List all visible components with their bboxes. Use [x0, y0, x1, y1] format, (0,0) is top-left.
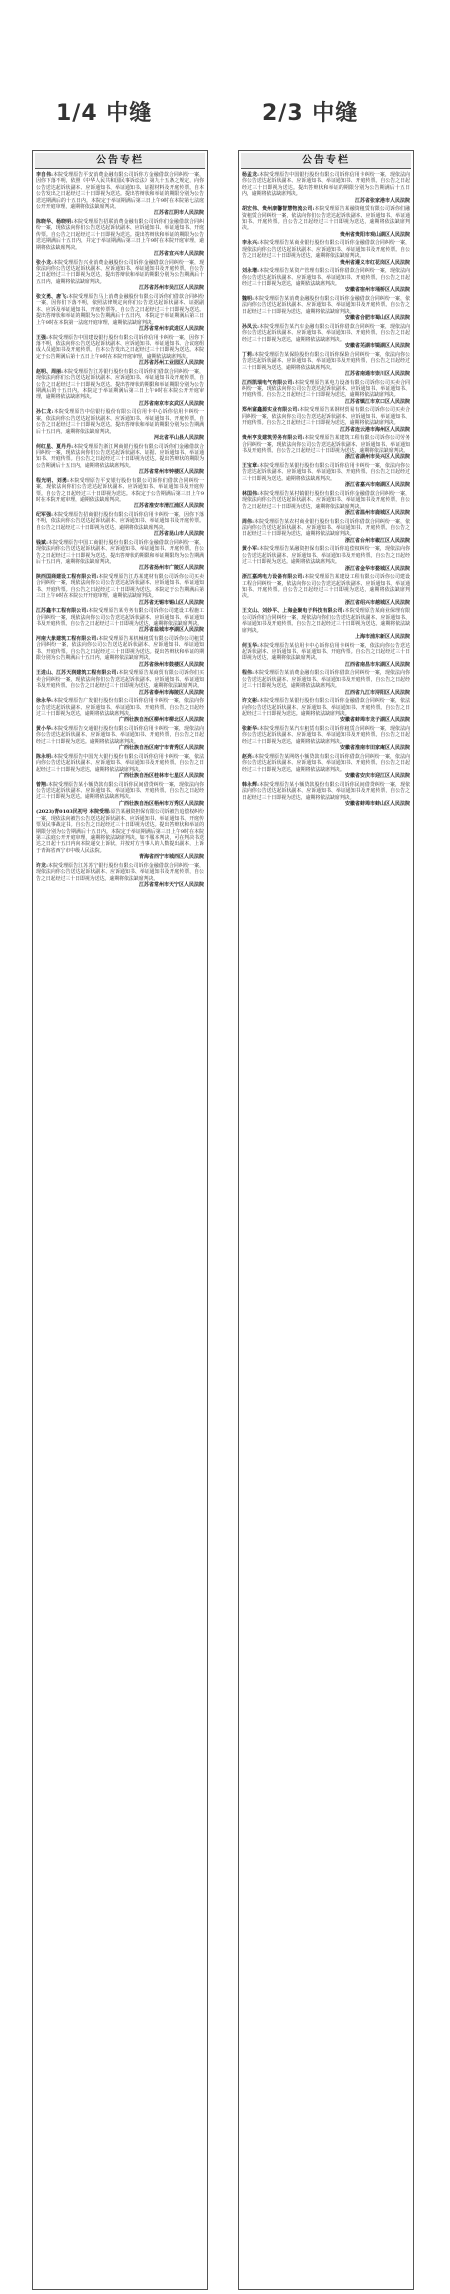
notice-court: 安徽省芜湖市镜湖区人民法院 — [344, 343, 410, 350]
notice-party: 丁莉: — [242, 351, 254, 358]
notice-court: 江苏省宜兴市人民法院 — [153, 251, 204, 258]
notice-body: 本院受理原告某汽车金融有限公司诉你借款合同纠纷一案，现依法向你公告送达起诉状副本、应诉通知书、举证通知书、开庭传票。自公告之日起经过三十日即视为送达，逾期将依法缺席判决。 — [242, 323, 410, 343]
notice-item — [242, 491, 410, 517]
notice-body: 本院受理原告某商业保理有限公司诉你们合同纠纷一案，现依法向你们公告送达起诉状副本、应诉通知书、举证通知书及开庭传票。自公告之日起经过三十日即视为送达。逾期将依法缺席判决。 — [242, 608, 410, 634]
notice-item — [36, 409, 204, 441]
notice-court: 江西省南昌市东湖区人民法院 — [344, 661, 410, 668]
notice-item — [242, 435, 410, 461]
notice-item — [242, 352, 410, 378]
notice-item — [242, 608, 410, 640]
notice-court: 江苏省镇江市京口区人民法院 — [344, 398, 410, 405]
notice-body: 本院受理原告江苏苏宁银行股份有限公司诉你金融借款合同纠纷一案，现依法向你公告送达起诉状副本、应诉通知书、举证通知书及开庭传票，自公告之日起经过三十日即视为送达。逾期将依法缺席判决。 — [36, 862, 204, 882]
notice-body: 本院受理原告某机械租赁有限公司诉你公司租赁合同纠纷一案，依法向你公司公告送达起诉状副本、应诉通知书、举证通知书、开庭传票。自公告之日起经过三十日即视为送达。提出答辩状和举证的期限分别为公告期满后十五日内，逾期将依法缺席判决。 — [36, 636, 204, 662]
notice-body: 本院受理原告招联消费金融有限公司诉你们金融借款合同纠纷一案，现依法向你们公告送达起诉状副本、应诉通知书、举证通知书、开庭传票。自公告之日起经过三十日即视为送达。提出答辩状和举证的期限为公告送达期满后十五日内，并定于举证期满后第三日上午9时在本院开庭审理，逾期将依法缺席判决。 — [36, 219, 204, 251]
notice-party: 魏明: — [242, 296, 254, 303]
notice-party: 李永兴: — [242, 240, 259, 247]
notice-body: 本院受理原告某电力设备有限公司诉你公司买卖合同纠纷一案，现依法向你公司公告送达起诉状副本、应诉通知书、举证通知书、开庭传票。自公告之日起经过三十日即视为送达，逾期将依法缺席判决。 — [242, 379, 410, 399]
notice-court: 江西省九江市浔阳区人民法院 — [344, 689, 410, 696]
notice-item — [242, 698, 410, 724]
notice-party: 张小龙: — [36, 259, 53, 266]
notice-item — [36, 260, 204, 292]
notice-item — [36, 294, 204, 333]
notice-body: 本院受理原告某建筑工程有限公司诉你公司劳务合同纠纷一案，现依法向你公司公告送达起诉状副本、应诉通知书、举证通知书及开庭传票。自公告之日起经过三十日即视为送达，逾期将依法缺席判决。 — [242, 435, 410, 454]
notice-party: 陈晓华、杨晓明: — [36, 219, 74, 226]
notice-item — [36, 698, 204, 724]
notice-body: 本院受理原告江苏银行股份有限公司诉你们借款合同纠纷一案，现依法向你们公告送达起诉状副本、应诉通知书、举证通知书及开庭传票，自公告之日起经过三十日即视为送达。提出答辩状的期限和举证期限分别为公告期满后的十五日内。本院定于举证期满后第三日上午9时在本院公开开庭审理，逾期将依法缺席判决。 — [36, 368, 204, 401]
notice-body: 本院受理原告某劳务有限公司诉你公司建设工程施工合同纠纷一案，现依法向你公司公告送达起诉状副本、应诉通知书、举证通知书及开庭传票。自公告之日起经过三十日即视为送达，逾期将依法缺席判决。 — [36, 608, 204, 628]
notice-court: 江苏省常州市天宁区人民法院 — [138, 882, 204, 888]
notice-item — [36, 670, 204, 696]
notice-item — [242, 380, 410, 406]
notice-court: 江苏省无锡市锡山区人民法院 — [138, 599, 204, 606]
notice-item — [242, 574, 410, 606]
notice-body: 本院受理原告某农村商业银行股份有限公司诉你借款合同纠纷一案，依法向你公告送达起诉状副本、应诉通知书、举证通知书、开庭传票。自公告之日起经过三十日即视为送达，逾期将依法缺席判决。 — [242, 518, 410, 538]
notice-party: 纪军强: — [36, 512, 53, 518]
notice-party: 许龙: — [36, 862, 48, 869]
notice-item — [242, 546, 410, 572]
notice-court: 安徽省安庆市迎江区人民法院 — [344, 773, 410, 780]
notice-party: 何玉华: — [242, 642, 259, 649]
notice-court: 安徽省合肥市蜀山区人民法院 — [344, 315, 410, 322]
notice-court: 江苏省南通市崇川区人民法院 — [344, 370, 410, 377]
column-title: 公告专栏 — [35, 153, 205, 169]
notice-body: 本院受理原告某消费金融股份有限公司诉你金融借款合同纠纷一案，依法向你公告送达起诉状副本、应诉通知书、举证通知书及开庭传票。自公告之日起经过三十日即视为送达，逾期将依法缺席判决。 — [242, 296, 410, 315]
notice-court: 浙江省金华市婺城区人民法院 — [344, 565, 410, 572]
notice-court: 安徽省蚌埠市蚌山区人民法院 — [344, 800, 410, 807]
notice-item — [242, 240, 410, 266]
notice-body: 本院受理原告某汽车租赁有限公司诉你租赁合同纠纷一案，现依法向你公告送达起诉状副本、应诉通知书、举证通知书及开庭传票。自公告之日起经过三十日即视为送达，逾期将依法缺席判决。 — [242, 726, 410, 745]
notice-party: 河南大象建筑工程有限公司: — [36, 636, 99, 643]
notice-list — [239, 172, 413, 808]
notice-court: 浙江省台州市椒江区人民法院 — [344, 537, 410, 544]
notice-party: 赵亮: — [242, 753, 254, 760]
notice-item — [36, 478, 204, 510]
notice-body: 本院受理原告某信用卡中心诉你信用卡纠纷一案，依法向你公告送达起诉状副本、应诉通知书、举证通知书、开庭传票。自公告之日起经过三十日即视为送达，逾期将依法缺席判决。 — [242, 642, 410, 662]
notice-body: 本院受理原告招商银行股份有限公司诉你信用卡纠纷一案，因你下落不明，依法向你公告送达起诉状副本、应诉通知书、举证通知书及开庭传票。自公告之日起经过三十日即视为送达，逾期将依法缺席判决。 — [36, 512, 204, 531]
notice-party: 王进山、江苏天润建筑工程有限公司: — [36, 670, 119, 677]
notice-body: 本院受理原告中国工商银行股份有限公司诉你金融借款合同纠纷一案，现依法向你公告送达起诉状副本、应诉通知书、举证通知书、开庭传票。自公告之日起经过三十日即视为送达。提出答辩状的期限和举证期限均为公告期满后十五日内，逾期将依法缺席判决。 — [36, 539, 204, 566]
notice-court: 上海市浦东新区人民法院 — [354, 634, 410, 641]
notice-court: 江苏省徐州市鼓楼区人民法院 — [138, 661, 204, 668]
notice-body: 本院受理原告某银行股份有限公司诉你金融借款合同纠纷一案，依法向你公告送达起诉状副本、应诉通知书、举证通知书、开庭传票。自公告之日起经过三十日即视为送达。逾期将依法缺席判决。 — [242, 698, 410, 718]
notice-court: 广西壮族自治区梧州市万秀区人民法院 — [118, 800, 204, 807]
notice-party: 黄小华: — [36, 725, 53, 732]
notice-court: 浙江省绍兴市越城区人民法院 — [344, 599, 410, 606]
notice-court: 江苏省常州市武进区人民法院 — [138, 325, 204, 332]
notice-party: 郑州富鑫源实业有限公司: — [242, 407, 300, 414]
notice-party: 陕西国商建设工程有限公司: — [36, 574, 99, 581]
notice-body: 本院受理原告某消费金融有限公司诉你借款合同纠纷一案，现依法向你公告送达起诉状副本、应诉通知书、举证通知书及开庭传票，自公告之日起经过三十日即视为送达，逾期将依法缺席判决。 — [242, 670, 410, 690]
notice-body: 本院受理原告中国光大银行股份有限公司诉你信用卡纠纷一案，依法向你公告送达起诉状副本、应诉通知书、举证通知书及开庭传票。自公告之日起经过三十日即视为送达，逾期将依法缺席判决。 — [36, 753, 204, 773]
notice-body: 原告某融资担保有限公司诉被告追偿权纠纷一案，现依法向被告公告送达起诉状副本、应诉通知书、举证通知书、开庭传票及民事裁定书。自公告之日起经过三十日即视为送达。提出答辩状和举证的期限分别为公告期满后十五日内。本院定于举证期满后第三日上午9时在本院第三法庭公开开庭审理，逾期将依法缺席判决。如不服本判决，可在判决书送达之日起十五日内向本院递交上诉状，并按对方当事人的人数提出副本，上诉于青海省西宁市中级人民法院。 — [36, 809, 204, 854]
notice-item — [36, 512, 204, 538]
left-gutter-label: 1/4 中缝 — [56, 101, 153, 126]
notice-court: 安徽省蚌埠市龙子湖区人民法院 — [339, 717, 410, 724]
notice-item — [36, 809, 204, 860]
notice-item — [36, 636, 204, 668]
notice-party: 钱斌: — [36, 539, 48, 546]
notice-item — [242, 670, 410, 696]
notice-party: 周伟: — [242, 518, 254, 525]
notice-body: 本院受理原告某融资担保有限公司诉你追偿权纠纷一案，现依法向你公告送达起诉状副本、应诉通知书、举证通知书及开庭传票。自公告之日起经过三十日即视为送达。逾期将依法缺席判决。 — [242, 546, 410, 566]
notice-body: 本院受理原告某融资租赁有限公司诉你们融资租赁合同纠纷一案，依法向你们公告送达起诉状副本、应诉通知书、举证通知书、开庭传票。自公告之日起经过三十日即视为送达，逾期将依法缺席判决。 — [242, 206, 410, 232]
notice-court: 江苏省盐城市亭湖区人民法院 — [138, 627, 204, 634]
notice-body: 本院受理原告某小额贷款有限公司诉你民间借贷纠纷一案，现依法向你公告送达起诉状副本、应诉通知书、举证通知书、开庭传票。自公告之日起经过三十日即视为送达。逾期将依法缺席判决。 — [36, 781, 204, 801]
notice-court: 安徽省宿州市埇桥区人民法院 — [344, 287, 410, 294]
notice-party: 徐永华: — [36, 698, 53, 705]
notice-body: 本院受理原告某村镇银行股份有限公司诉你金融借款合同纠纷一案，现依法向你公告送达起诉状副本、应诉通知书、举证通知书及开庭传票，自公告之日起经过三十日即视为送达，逾期将依法缺席判决。 — [242, 490, 410, 510]
notice-court: 江苏省张家港市人民法院 — [354, 197, 410, 204]
notice-item — [242, 296, 410, 322]
notice-body: 本院受理原告兴业消费金融股份公司诉你金融借款合同纠纷一案，现依法向你公告送达起诉状副本、应诉通知书、举证通知书及开庭传票。自公告之日起经过三十日即视为送达，提出答辩状和举证的期限分别为公告期满后十五日内，逾期将依法缺席判决。 — [36, 259, 204, 285]
notice-court: 广西壮族自治区南宁市青秀区人民法院 — [118, 745, 204, 752]
notice-body: 本院受理原告平安银行股份有限公司诉你们借款合同纠纷一案，现依法向你们公告送达起诉状副本、应诉通知书、举证通知书及开庭传票。自公告之日起经过三十日即视为送达。本院定于公告期满后第三日上午9时在本院开庭审理，逾期依法缺席判决。 — [36, 477, 204, 503]
notice-item — [36, 863, 204, 889]
notice-party: 韩永辉: — [242, 781, 259, 788]
notice-party: (2023)青0103民初号 本院受理: — [36, 809, 111, 816]
notice-court: 广西壮族自治区柳州市柳北区人民法院 — [118, 717, 204, 724]
notice-court: 江苏省苏州市吴江区人民法院 — [138, 285, 204, 292]
notice-body: 本院受理原告广发银行股份有限公司诉你信用卡纠纷一案，依法向你公告送达起诉状副本、应诉通知书、举证通知书、开庭传票。自公告之日起经过三十日即视为送达，逾期将依法缺席判决。 — [36, 698, 204, 717]
notice-item — [36, 444, 204, 476]
notice-body: 本院受理原告江苏某建材有限公司诉你公司买卖合同纠纷一案，现依法向你公司公告送达起诉状副本、应诉通知书、举证通知书、开庭传票。自公告之日起经过三十日即视为送达。本院定于公告期满后第三日上午9时在本院公开开庭审理，逾期依法缺席判决。 — [36, 574, 204, 600]
notice-item — [36, 754, 204, 780]
notice-body: 本院受理原告交通银行股份有限公司诉你信用卡纠纷一案，现依法向你公告送达起诉状副本、应诉通知书、举证通知书、开庭传票，自公告之日起经过三十日即视为送达。逾期将依法缺席判决。 — [36, 725, 204, 745]
notice-item — [36, 219, 204, 258]
notice-item — [36, 172, 204, 217]
notice-court: 江苏省苏州工业园区人民法院 — [138, 360, 204, 367]
notice-item — [36, 782, 204, 808]
notice-party: 曾翔: — [36, 781, 48, 788]
notice-item — [242, 754, 410, 780]
notice-item — [242, 519, 410, 545]
notice-party: 江西凯瑞电气有限公司: — [242, 379, 295, 386]
notice-body: 本院受理原告某商业银行股份有限公司诉你金融借款合同纠纷一案，现依法向你公告送达起诉状副本、应诉通知书、举证通知书及开庭传票。自公告之日起经过三十日即视为送达，逾期将依法缺席判决。 — [242, 240, 410, 260]
notice-body: 本院受理原告马上消费金融股份有限公司诉你们借款合同纠纷一案，因你们下落不明，依照法律规定向你们公告送达起诉状副本、证据副本、应诉及举证通知书、开庭传票等。自公告之日起经过三十日即视为送达。提出答辩状和举证的期限为公告期满后十五日内，本院定于举证期满后第三日上午9时在本院第一法庭开庭审理，逾期依法缺席判决。 — [36, 293, 204, 326]
notice-court: 江苏省扬州市广陵区人民法院 — [138, 565, 204, 572]
notice-party: 贵州亨发建筑劳务有限公司: — [242, 435, 305, 442]
notice-party: 赵明、周丽: — [36, 368, 63, 375]
notice-item — [242, 324, 410, 350]
notice-party: 刘永增: — [242, 268, 259, 275]
notice-item — [36, 608, 204, 634]
notice-court: 广西壮族自治区桂林市七星区人民法院 — [118, 772, 204, 779]
notice-court: 安徽省淮南市田家庵区人民法院 — [339, 745, 410, 752]
notice-party: 孙仁龙: — [36, 409, 54, 416]
notice-body: 本院受理原告某网络小额贷款有限公司诉你借款合同纠纷一案，依法向你公告送达起诉状副本、应诉通知书、举证通知书、开庭传票。自公告之日起经过三十日即视为送达，逾期将依法缺席判决。 — [242, 753, 410, 773]
notice-court: 江苏省连云港市海州区人民法院 — [339, 426, 410, 433]
notice-party: 杨孟龙: — [242, 172, 259, 178]
notice-item — [242, 643, 410, 669]
notice-item — [242, 206, 410, 238]
notice-item — [242, 172, 410, 204]
notice-party: 王强: — [36, 334, 48, 341]
notice-party: 王文山、刘妙平、上海金聚电子科技有限公司: — [242, 608, 345, 615]
notice-court: 河北省平山县人民法院 — [153, 434, 204, 441]
notice-party: 许文彬: — [242, 698, 259, 705]
notice-court: 浙江省温州市鹿城区人民法院 — [344, 509, 410, 516]
notice-item — [36, 574, 204, 606]
notice-court: 贵州省遵义市红花岗区人民法院 — [339, 259, 410, 266]
notice-court: 青海省西宁市城西区人民法院 — [138, 854, 204, 861]
notice-party: 林国伟: — [242, 490, 259, 497]
notice-court: 江苏省常州市钟楼区人民法院 — [138, 469, 204, 476]
notice-item — [242, 407, 410, 433]
notice-body: 本院受理原告浙江网商银行股份有限公司诉你们金融借款合同纠纷一案，现依法向你们公告送达起诉状副本、证据、应诉通知书、举证通知书、开庭传票。自公告之日起经过三十日即视为送达。提出答辩状的期限为公告期满后十五日内，逾期将依法缺席判决。 — [36, 443, 204, 469]
notice-item — [242, 268, 410, 294]
notice-court: 江苏省泰州市海陵区人民法院 — [138, 689, 204, 696]
notice-court: 浙江省湖州市吴兴区人民法院 — [344, 454, 410, 461]
notice-body: 本院受理原告某小额贷款股份有限公司诉你民间借贷纠纷一案，现依法向你公告送达起诉状副本、应诉通知书、举证通知书及开庭传票，自公告之日起经过三十日即视为送达，逾期将依法缺席判决。 — [242, 781, 410, 801]
notice-body: 本院受理原告平安消费金融有限公司诉你方金融借款合同纠纷一案，因你下落不明，依照《中华人民共和国民事诉讼法》第九十五条之规定，向你公告送达起诉状副本、应诉通知书、举证通知书、证据材料及开庭传票。自本公告发出之日起经过三十日即视为送达。提出答辩状和举证的期限分别为公告送达期满后的十五日内。本院定于举证期满后第三日上午9时在本院第七法庭公开开庭审理，逾期将依法缺席判决。 — [36, 172, 204, 211]
notice-court: 江苏省淮安市清江浦区人民法院 — [133, 503, 204, 510]
notice-court: 江苏省昆山市人民法院 — [153, 531, 204, 538]
notice-body: 本院受理原告某资产管理有限公司诉你借款合同纠纷一案，现依法向你公告送达起诉状副本、应诉通知书、举证通知书、开庭传票。自公告之日起经过三十日即视为送达，逾期依法缺席判决。 — [242, 268, 410, 288]
notice-item — [36, 335, 204, 367]
notice-party: 王宝章: — [242, 462, 259, 469]
notice-body: 本院受理原告中信银行股份有限公司信用卡中心诉你信用卡纠纷一案，依法向你公告送达起诉状副本、应诉通知书、举证通知书、开庭传票。自公告之日起经过三十日即视为送达。提出答辩状和举证的期限分别为公告期满后十五日内。逾期将依法缺席判决。 — [36, 409, 204, 435]
notice-party: 李自伟: — [36, 172, 53, 178]
notice-column-right — [238, 150, 414, 2290]
notice-court: 浙江省嘉兴市南湖区人民法院 — [344, 482, 410, 489]
column-title: 公告专栏 — [241, 153, 411, 169]
notice-party: 程伟: — [242, 670, 254, 677]
notice-party: 黄小军: — [242, 546, 259, 553]
notice-party: 江苏鑫丰工程有限公司: — [36, 608, 89, 615]
notice-court: 贵州省贵阳市观山湖区人民法院 — [339, 231, 410, 238]
notice-body: 本院受理原告中国建设银行股份有限公司诉你信用卡纠纷一案，因你下落不明，依法向你公告送达起诉状副本、应诉通知书、举证通知书、合议庭组成人员通知书及开庭传票。自本公告发出之日起经过三十日即视为送达。本院定于公告期满后第十五日上午9时在本院开庭审理，逾期依法缺席判决。 — [36, 334, 204, 360]
notice-body: 本院受理原告某建设工程有限公司诉你公司建设工程合同纠纷一案，依法向你公司公告送达起诉状副本、应诉通知书、举证通知书、开庭传票。自公告之日起经过三十日即视为送达，逾期将依法缺席判决。 — [242, 574, 410, 600]
notice-body: 本院受理原告某钢材贸易有限公司诉你公司买卖合同纠纷一案，依法向你公司公告送达起诉状副本、应诉通知书、举证通知书、开庭传票。自公告之日起经过三十日即视为送达，逾期将依法缺席判决。 — [242, 407, 410, 427]
notice-item — [36, 540, 204, 572]
notice-party: 何红星、夏丹丹: — [36, 443, 74, 450]
notice-column-left — [32, 150, 208, 2290]
notice-party: 胡宏伟、贵州康馨智慧物流公司: — [242, 206, 315, 213]
notice-list — [33, 172, 207, 889]
notice-party: 张新华: — [242, 726, 259, 733]
notice-item — [36, 369, 204, 408]
notice-court: 江苏省南京市玄武区人民法院 — [138, 400, 204, 407]
notice-item — [242, 726, 410, 752]
notice-party: 陈永明: — [36, 753, 53, 760]
notice-item — [242, 782, 410, 808]
notice-party: 张文勇、唐飞: — [36, 293, 69, 300]
notice-body: 本院受理原告某保险股份有限公司诉你保险合同纠纷一案，依法向你公告送达起诉状副本、应诉通知书、举证通知书及开庭传票，自公告之日起经过三十日即视为送达，逾期将依法缺席判决。 — [242, 351, 410, 371]
notice-item — [242, 463, 410, 489]
right-gutter-label: 2/3 中缝 — [262, 101, 359, 126]
notice-court: 江苏省江阴市人民法院 — [153, 210, 204, 217]
notice-body: 本院受理原告某银行股份有限公司诉你信用卡纠纷一案，依法向你公告送达起诉状副本、应诉通知书、举证通知书、开庭传票。自公告之日起经过三十日即视为送达。逾期将依法缺席判决。 — [242, 462, 410, 482]
notice-party: 孙凤云: — [242, 323, 259, 330]
notice-body: 本院受理原告中国银行股份有限公司诉你信用卡纠纷一案，现依法向你公告送达起诉状副本、应诉通知书、举证通知书、开庭传票。自公告之日起经过三十日即视为送达。提出答辩状和举证的期限分别为公告期满后十五日内，逾期将依法缺席判决。 — [242, 172, 410, 198]
notice-body: 本院受理原告某商贸有限公司诉你们买卖合同纠纷一案，现依法向你们公告送达起诉状副本、应诉通知书、举证通知书及开庭传票。自公告之日起经过三十日即视为送达，逾期将依法缺席判决。 — [36, 670, 204, 690]
notice-party: 程光明、刘勇: — [36, 477, 69, 484]
notice-item — [36, 726, 204, 752]
notice-party: 浙江嘉鸿电力设备有限公司: — [242, 574, 305, 581]
